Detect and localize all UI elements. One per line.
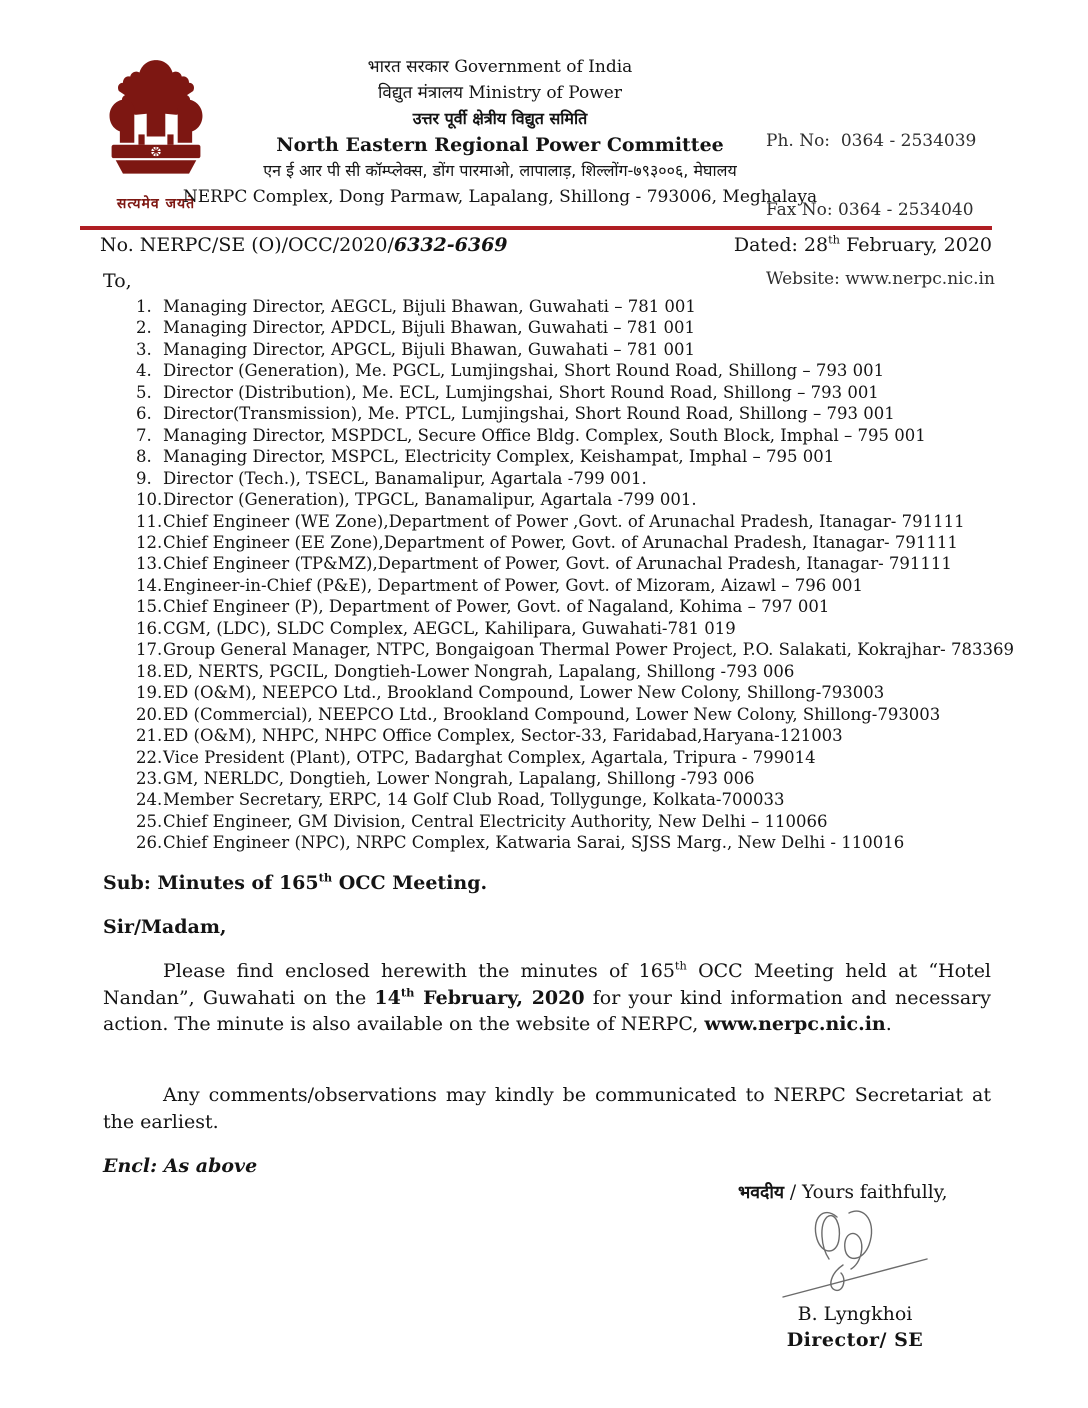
recipient-row: 6. Director(Transmission), Me. PTCL, Lumjingshai, Short Round Road, Shillong – 793 001 [136, 404, 895, 424]
recipient-row: 16. CGM, (LDC), SLDC Complex, AEGCL, Kahilipara, Guwahati-781 019 [136, 618, 736, 638]
govt-of-india-line: भारत सरकार Government of India [367, 57, 633, 77]
recipient-row: 13. Chief Engineer (TP&MZ),Department of Power, Govt. of Arunachal Pradesh, Itanagar- 791111 [136, 554, 952, 574]
recipient-row: 11. Chief Engineer (WE Zone),Department of Power ,Govt. of Arunachal Pradesh, Itanagar- 791111 [136, 511, 965, 531]
recipient-row: 10. Director (Generation), TPGCL, Banamalipur, Agartala -799 001. [136, 490, 697, 510]
committee-name-hindi: उत्तर पूर्वी क्षेत्रीय विद्युत समिति [412, 109, 588, 128]
salutation-to: To, [103, 270, 132, 292]
recipient-row: 17. Group General Manager, NTPC, Bongaigoan Thermal Power Project, P.O. Salakati, Kokrajhar- 783369 [136, 640, 1014, 660]
letter-dispatch-numbers: 6332-6369 [393, 234, 508, 256]
recipient-row: 7. Managing Director, MSPDCL, Secure Office Bldg. Complex, South Block, Imphal – 795 001 [136, 425, 926, 445]
recipient-row: 2. Managing Director, APDCL, Bijuli Bhawan, Guwahati – 781 001 [136, 318, 696, 338]
recipient-row: 26. Chief Engineer (NPC), NRPC Complex, Katwaria Sarai, SJSS Marg., New Delhi - 110016 [136, 833, 905, 853]
letter-date: Dated: 28th February, 2020 [733, 232, 992, 256]
valediction-english: / Yours faithfully, [784, 1182, 948, 1203]
handwritten-signature-icon [765, 1205, 945, 1301]
recipient-row: 14. Engineer-in-Chief (P&E), Department of Power, Govt. of Mizoram, Aizawl – 796 001 [136, 575, 863, 595]
signature-block [755, 1205, 955, 1351]
emblem-motto: सत्यमेव जयते [116, 196, 196, 212]
signatory-designation: Director/ SE [786, 1329, 924, 1351]
phone-number: Ph. No: 0364 - 2534039 [766, 131, 977, 151]
recipient-row: 23. GM, NERLDC, Dongtieh, Lower Nongrah, Lapalang, Shillong -793 006 [136, 768, 755, 788]
recipient-row: 8. Managing Director, MSPCL, Electricity Complex, Keishampat, Imphal – 795 001 [136, 447, 835, 467]
reference-number: No. NERPC/SE (O)/OCC/2020/6332-6369 [100, 234, 508, 256]
recipient-row: 3. Managing Director, APGCL, Bijuli Bhawan, Guwahati – 781 001 [136, 339, 695, 359]
recipient-row: 22. Vice President (Plant), OTPC, Badarghat Complex, Agartala, Tripura - 799014 [136, 747, 816, 767]
greeting-line: Sir/Madam, [103, 916, 227, 938]
recipient-row: 15. Chief Engineer (P), Department of Power, Govt. of Nagaland, Kohima – 797 001 [136, 597, 830, 617]
recipient-row: 1. Managing Director, AEGCL, Bijuli Bhawan, Guwahati – 781 001 [136, 297, 696, 316]
recipient-row: 5. Director (Distribution), Me. ECL, Lumjingshai, Short Round Road, Shillong – 793 001 [136, 382, 879, 402]
valediction [738, 1180, 948, 1204]
body-paragraph-1: Please find enclosed herewith the minutes of 165th OCC Meeting held at “Hotel Nandan”, Guwahati on the 14th February, 2020 for your kind information and necessary action. The minute is also available on the website of NERPC, www.nerpc.nic.in. [103, 958, 992, 1035]
recipient-list [136, 296, 1016, 854]
valediction-hindi: भवदीय [738, 1183, 785, 1203]
recipient-row: 4. Director (Generation), Me. PGCL, Lumjingshai, Short Round Road, Shillong – 793 001 [136, 361, 885, 381]
letterhead [170, 54, 830, 210]
signatory-name: B. Lyngkhoi [797, 1303, 913, 1325]
website-url: Website: www.nerpc.nic.in [766, 269, 995, 289]
address-hindi: एन ई आर पी सी कॉम्प्लेक्स, डोंग पारमाओ, लापालाड़, शिल्लोंग-७९३००६, मेघालय [263, 161, 737, 180]
body-paragraph-2: Any comments/observations may kindly be communicated to NERPC Secretariat at the earliest. [103, 1084, 991, 1133]
recipient-row: 24. Member Secretary, ERPC, 14 Golf Club Road, Tollygunge, Kolkata-700033 [136, 790, 785, 810]
recipient-row: 19. ED (O&M), NEEPCO Ltd., Brookland Compound, Lower New Colony, Shillong-793003 [136, 683, 885, 703]
ministry-of-power-line: विद्युत मंत्रालय Ministry of Power [378, 83, 622, 103]
recipient-row: 20. ED (Commercial), NEEPCO Ltd., Brookland Compound, Lower New Colony, Shillong-793003 [136, 704, 941, 724]
recipient-row: 25. Chief Engineer, GM Division, Central Electricity Authority, New Delhi – 110066 [136, 811, 828, 831]
recipient-row: 21. ED (O&M), NHPC, NHPC Office Complex, Sector-33, Faridabad,Haryana-121003 [136, 726, 843, 746]
address-english: NERPC Complex, Dong Parmaw, Lapalang, Shillong - 793006, Meghalaya [182, 187, 818, 207]
header-divider-rule [80, 226, 992, 230]
recipient-row: 12. Chief Engineer (EE Zone),Department of Power, Govt. of Arunachal Pradesh, Itanagar- 791111 [136, 532, 958, 552]
subject-line: Sub: Minutes of 165th OCC Meeting. [103, 870, 488, 894]
committee-name-english: North Eastern Regional Power Committee [276, 134, 724, 156]
enclosure-note: Encl: As above [103, 1155, 258, 1177]
reference-row [100, 234, 992, 256]
recipient-row: 9. Director (Tech.), TSECL, Banamalipur, Agartala -799 001. [136, 468, 647, 488]
recipient-row: 18. ED, NERTS, PGCIL, Dongtieh-Lower Nongrah, Lapalang, Shillong -793 006 [136, 661, 795, 681]
fax-number: Fax No: 0364 - 2534040 [766, 200, 974, 220]
